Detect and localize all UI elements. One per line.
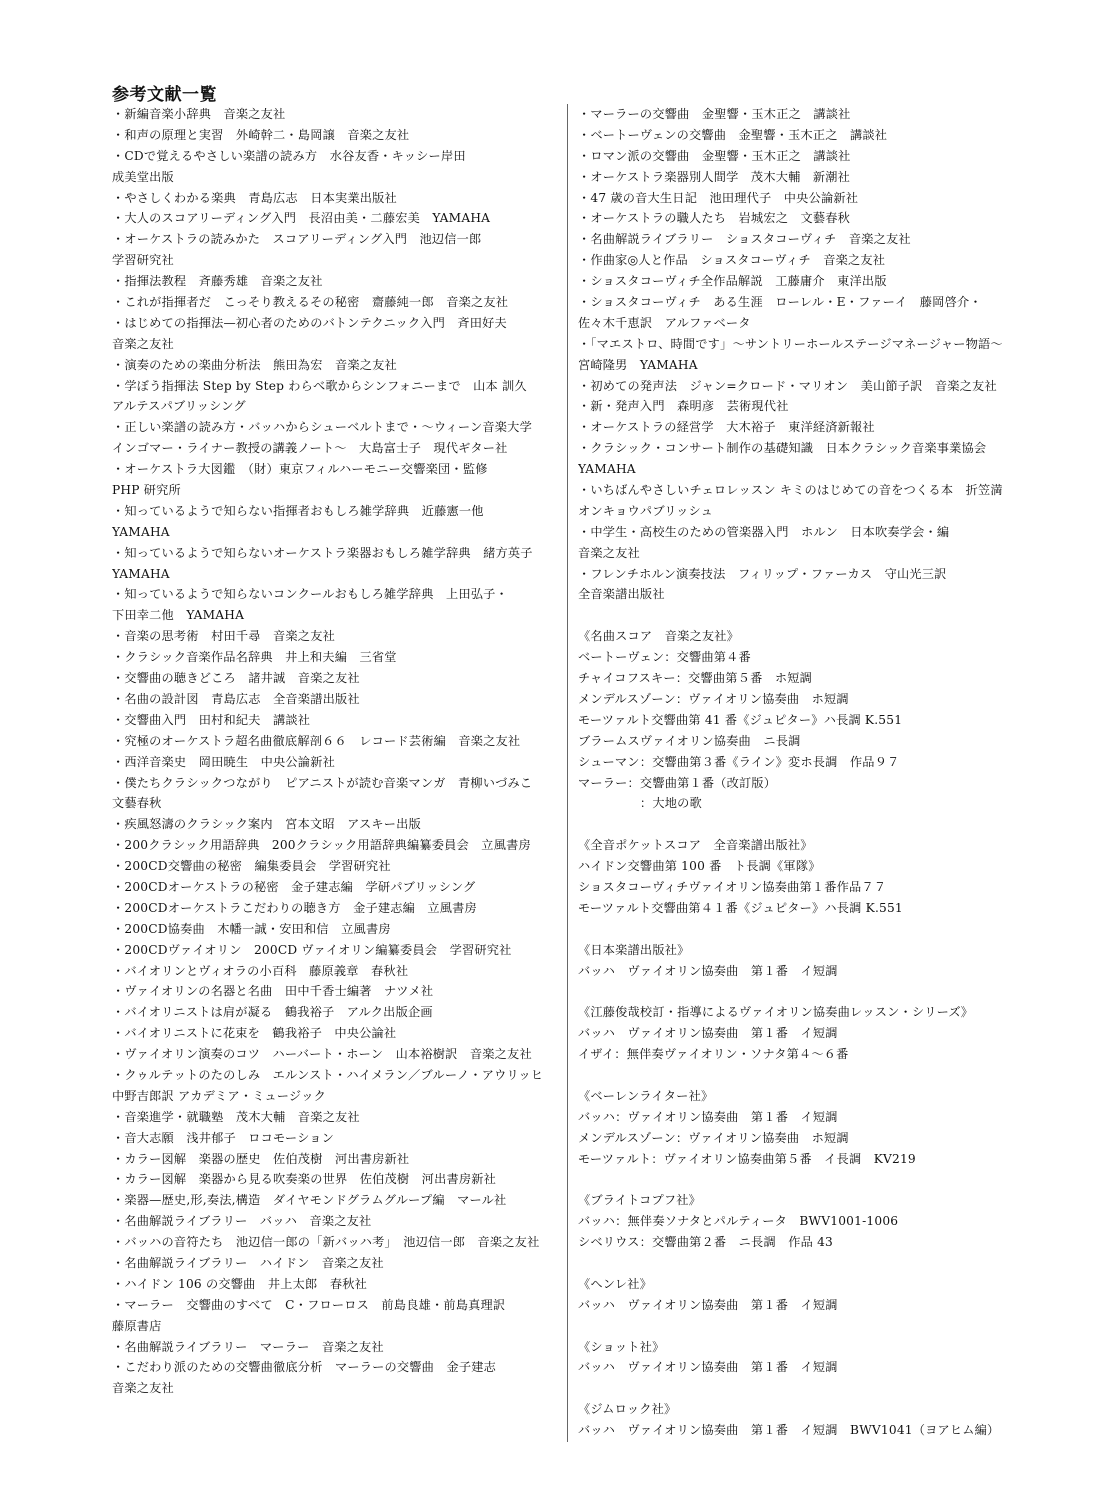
reference-line: ・バッハの音符たち 池辺信一郎の「新バッハ考」 池辺信一郎 音楽之友社	[112, 1235, 540, 1250]
reference-line: ・大人のスコアリーディング入門 長沼由美・二藤宏美 YAMAHA	[112, 211, 491, 226]
reference-line: マーラー：交響曲第１番（改訂版）	[578, 775, 777, 790]
reference-line: ・演奏のための楽曲分析法 熊田為宏 音楽之友社	[112, 357, 397, 372]
reference-line: ・200CDヴァイオリン 200CD ヴァイオリン編纂委員会 学習研究社	[112, 942, 512, 957]
reference-line: インゴマー・ライナー教授の講義ノート～ 大島富士子 現代ギター社	[112, 441, 508, 456]
reference-line: ・200CD協奏曲 木幡一誠・安田和信 立風書房	[112, 921, 391, 936]
reference-line: 宮崎隆男 YAMAHA	[578, 357, 698, 372]
reference-line: チャイコフスキー：交響曲第５番 ホ短調	[578, 671, 813, 686]
reference-line: モーツァルト交響曲第４１番《ジュピター》ハ長調 K.551	[578, 900, 903, 915]
reference-line: ・ロマン派の交響曲 金聖響・玉木正之 講談社	[578, 148, 851, 163]
reference-line: 《全音ポケットスコア 全音楽譜出版社》	[578, 838, 813, 853]
reference-line: 中野吉郎訳 アカデミア・ミュージック	[112, 1088, 327, 1103]
reference-line: ・指揮法教程 斉藤秀雄 音楽之友社	[112, 274, 323, 289]
reference-line: ・知っているようで知らない指揮者おもしろ雑学辞典 近藤憲一他	[112, 503, 484, 518]
reference-line: ・フレンチホルン演奏技法 フィリップ・ファーカス 守山光三訳	[578, 566, 947, 581]
reference-line: ・楽器—歴史,形,奏法,構造 ダイヤモンドグラムグループ編 マール社	[112, 1193, 507, 1208]
reference-line: ・オーケストラの経営学 大木裕子 東洋経済新報社	[578, 420, 875, 435]
section-gap	[578, 1316, 1028, 1337]
reference-line: ・疾風怒濤のクラシック案内 宮本文昭 アスキー出版	[112, 817, 421, 832]
reference-line: ・ヴァイオリン演奏のコツ ハーバート・ホーン 山本裕樹訳 音楽之友社	[112, 1047, 532, 1062]
reference-line: ・音大志願 浅井郁子 ロコモーション	[112, 1130, 334, 1145]
reference-line: 文藝春秋	[112, 796, 162, 811]
reference-line: ：大地の歌	[578, 796, 702, 811]
section-gap	[578, 981, 1028, 1002]
reference-line: 学習研究社	[112, 253, 174, 268]
reference-line: 佐々木千恵訳 アルファベータ	[578, 315, 751, 330]
reference-line: ・こだわり派のための交響曲徹底分析 マーラーの交響曲 金子建志	[112, 1360, 497, 1375]
reference-line: 成美堂出版	[112, 169, 174, 184]
reference-line: ・正しい楽譜の読み方・バッハからシューベルトまで・～ウィーン音楽大学	[112, 420, 532, 435]
reference-line: ・名曲解説ライブラリー バッハ 音楽之友社	[112, 1214, 372, 1229]
reference-line: ・西洋音楽史 岡田暁生 中央公論新社	[112, 754, 335, 769]
reference-line: 《名曲スコア 音楽之友社》	[578, 629, 740, 644]
reference-line: バッハ ヴァイオリン協奏曲 第１番 イ短調	[578, 1026, 838, 1041]
reference-line: 《ブライトコプフ社》	[578, 1193, 702, 1208]
reference-line: シューマン：交響曲第３番《ライン》変ホ長調 作品９７	[578, 754, 900, 769]
section-gap	[578, 814, 1028, 835]
reference-line: 音楽之友社	[578, 545, 640, 560]
reference-line: ・クラシック・コンサート制作の基礎知識 日本クラシック音楽事業協会	[578, 441, 987, 456]
reference-line: ・ベートーヴェンの交響曲 金聖響・玉木正之 講談社	[578, 127, 888, 142]
reference-line: 《日本楽譜出版社》	[578, 942, 690, 957]
reference-line: ・カラー図解 楽器の歴史 佐伯茂樹 河出書房新社	[112, 1151, 410, 1166]
reference-line: ・作曲家◎人と作品 ショスタコーヴィチ 音楽之友社	[578, 253, 886, 268]
reference-line: ・カラー図解 楽器から見る吹奏楽の世界 佐伯茂樹 河出書房新社	[112, 1172, 497, 1187]
reference-line: ・200クラシック用語辞典 200クラシック用語辞典編纂委員会 立風書房	[112, 838, 531, 853]
reference-line: ・新編音楽小辞典 音楽之友社	[112, 107, 286, 121]
reference-line: ・オーケストラの読みかた スコアリーディング入門 池辺信一郎	[112, 232, 482, 247]
reference-line: ・学ぼう指揮法 Step by Step わらべ歌からシンフォニーまで 山本 訓久	[112, 378, 527, 393]
reference-line: ・音楽の思考術 村田千尋 音楽之友社	[112, 629, 335, 644]
reference-line: オンキョウパブリッシュ	[578, 503, 714, 518]
reference-line: ・バイオリニストは肩が凝る 鶴我裕子 アルク出版企画	[112, 1005, 433, 1020]
reference-line: 《ヘンレ社》	[578, 1276, 653, 1291]
reference-line: ・名曲解説ライブラリー ショスタコーヴィチ 音楽之友社	[578, 232, 911, 247]
reference-line: バッハ ヴァイオリン協奏曲 第１番 イ短調	[578, 963, 838, 978]
reference-line: 《ジムロック社》	[578, 1402, 677, 1417]
reference-line: ・名曲解説ライブラリー マーラー 音楽之友社	[112, 1339, 384, 1354]
section-gap	[578, 605, 1028, 626]
reference-line: モーツァルト交響曲第 41 番《ジュピター》ハ長調 K.551	[578, 712, 903, 727]
reference-line: ・マーラーの交響曲 金聖響・玉木正之 講談社	[578, 107, 851, 121]
reference-line: ・はじめての指揮法—初心者のためのバトンテクニック入門 斉田好夫	[112, 315, 507, 330]
reference-line: ・和声の原理と実習 外崎幹二・島岡譲 音楽之友社	[112, 127, 410, 142]
reference-line: メンデルスゾーン：ヴァイオリン協奏曲 ホ短調	[578, 1130, 849, 1145]
left-column	[112, 104, 562, 1399]
reference-line: バッハ ヴァイオリン協奏曲 第１番 イ短調	[578, 1360, 838, 1375]
reference-line: 音楽之友社	[112, 1381, 174, 1396]
reference-line: ハイドン交響曲第 100 番 ト長調《軍隊》	[578, 859, 821, 874]
reference-line: ・交響曲入門 田村和紀夫 講談社	[112, 712, 311, 727]
reference-line: YAMAHA	[112, 566, 170, 581]
right-column	[578, 104, 1028, 1441]
reference-line: ・47 歳の音大生日記 池田理代子 中央公論新社	[578, 190, 859, 205]
reference-line: ・マーラー 交響曲のすべて C・フローロス 前島良雄・前島真理訳	[112, 1297, 506, 1312]
reference-line: ・交響曲の聴きどころ 諸井誠 音楽之友社	[112, 671, 360, 686]
reference-line: PHP 研究所	[112, 483, 181, 498]
page-title: 参考文献一覧	[112, 85, 217, 105]
reference-line: ・名曲解説ライブラリー ハイドン 音楽之友社	[112, 1255, 384, 1270]
section-gap	[578, 1169, 1028, 1190]
reference-line: ・オーケストラの職人たち 岩城宏之 文藝春秋	[578, 211, 851, 226]
section-gap	[578, 919, 1028, 940]
reference-line: ・200CDオーケストラこだわりの聴き方 金子建志編 立風書房	[112, 900, 477, 915]
reference-line: 音楽之友社	[112, 336, 174, 351]
reference-line: バッハ ヴァイオリン協奏曲 第１番 イ短調	[578, 1297, 838, 1312]
reference-line: ・オーケストラ大図鑑 （財）東京フィルハーモニー交響楽団・監修	[112, 462, 488, 477]
reference-line: ・名曲の設計図 青島広志 全音楽譜出版社	[112, 691, 360, 706]
reference-line: ・初めての発声法 ジャン=クロード・マリオン 美山節子訳 音楽之友社	[578, 378, 997, 393]
reference-line: ・新・発声入門 森明彦 芸術現代社	[578, 399, 789, 414]
reference-line: ・CDで覚えるやさしい楽譜の読み方 水谷友香・キッシー岸田	[112, 148, 466, 163]
reference-line: YAMAHA	[112, 524, 170, 539]
reference-line: YAMAHA	[578, 462, 636, 477]
reference-line: ・オーケストラ楽器別人間学 茂木大輔 新潮社	[578, 169, 851, 184]
reference-line: ・音楽進学・就職塾 茂木大輔 音楽之友社	[112, 1109, 360, 1124]
reference-line: 《江藤俊哉校訂・指導によるヴァイオリン協奏曲レッスン・シリーズ》	[578, 1005, 974, 1020]
reference-line: ・バイオリニストに花束を 鶴我裕子 中央公論社	[112, 1026, 397, 1041]
reference-line: アルテスパブリッシング	[112, 399, 246, 414]
reference-line: ・ショスタコーヴィチ ある生涯 ローレル・E・ファーイ 藤岡啓介・	[578, 295, 982, 310]
reference-line: ・ショスタコーヴィチ全作品解説 工藤庸介 東洋出版	[578, 274, 887, 289]
reference-line: ブラームスヴァイオリン協奏曲 ニ長調	[578, 733, 801, 748]
reference-line: バッハ：無伴奏ソナタとパルティータ BWV1001-1006	[578, 1214, 899, 1229]
reference-line: ・知っているようで知らないオーケストラ楽器おもしろ雑学辞典 緒方英子	[112, 545, 533, 560]
section-gap	[578, 1378, 1028, 1399]
reference-line: ・知っているようで知らないコンクールおもしろ雑学辞典 上田弘子・	[112, 587, 508, 602]
reference-line: 全音楽譜出版社	[578, 587, 665, 602]
section-gap	[578, 1253, 1028, 1274]
reference-line: 《ショット社》	[578, 1339, 665, 1354]
reference-line: バッハ ヴァイオリン協奏曲 第１番 イ短調 BWV1041（ヨアヒム編）	[578, 1423, 1000, 1438]
reference-line: メンデルスゾーン：ヴァイオリン協奏曲 ホ短調	[578, 691, 849, 706]
reference-line: ・バイオリンとヴィオラの小百科 藤原義章 春秋社	[112, 963, 409, 978]
reference-line: ・200CDオーケストラの秘密 金子建志編 学研パブリッシング	[112, 879, 476, 894]
reference-line: ・中学生・高校生のための管楽器入門 ホルン 日本吹奏学会・編	[578, 524, 950, 539]
reference-line: モーツァルト：ヴァイオリン協奏曲第５番 イ長調 KV219	[578, 1151, 916, 1166]
reference-line: ・僕たちクラシックつながり ピアニストが読む音楽マンガ 青柳いづみこ	[112, 775, 533, 790]
reference-line: ・ヴァイオリンの名器と名曲 田中千香士編著 ナツメ社	[112, 984, 434, 999]
column-divider	[567, 104, 568, 1442]
reference-line: 《ベーレンライター社》	[578, 1088, 714, 1103]
reference-line: ・やさしくわかる楽典 青島広志 日本実業出版社	[112, 190, 397, 205]
reference-line: イザイ：無伴奏ヴァイオリン・ソナタ第４～６番	[578, 1047, 849, 1062]
reference-line: ・200CD交響曲の秘密 編集委員会 学習研究社	[112, 859, 391, 874]
reference-line: シベリウス：交響曲第２番 ニ長調 作品 43	[578, 1235, 833, 1250]
reference-line: ・究極のオーケストラ超名曲徹底解剖６６ レコード芸術編 音楽之友社	[112, 733, 521, 748]
reference-line: ・「マエストロ、時間です」～サントリーホールステージマネージャー物語～	[578, 336, 1003, 351]
reference-line: バッハ：ヴァイオリン協奏曲 第１番 イ短調	[578, 1109, 838, 1124]
section-gap	[578, 1065, 1028, 1086]
reference-line: ・いちばんやさしいチェロレッスン キミのはじめての音をつくる本 折笠満	[578, 483, 1003, 498]
reference-line: ・クゥルテットのたのしみ エルンスト・ハイメラン／ブルーノ・アウリッヒ	[112, 1067, 544, 1082]
reference-line: 下田幸二他 YAMAHA	[112, 608, 245, 623]
reference-line: ベートーヴェン：交響曲第４番	[578, 650, 751, 665]
reference-line: 藤原書店	[112, 1318, 162, 1333]
reference-line: ・クラシック音楽作品名辞典 井上和夫編 三省堂	[112, 650, 397, 665]
reference-line: ・これが指揮者だ こっそり教えるその秘密 齋藤純一郎 音楽之友社	[112, 295, 509, 310]
reference-line: ショスタコーヴィチヴァイオリン協奏曲第１番作品７７	[578, 879, 887, 894]
reference-line: ・ハイドン 106 の交響曲 井上太郎 春秋社	[112, 1276, 367, 1291]
